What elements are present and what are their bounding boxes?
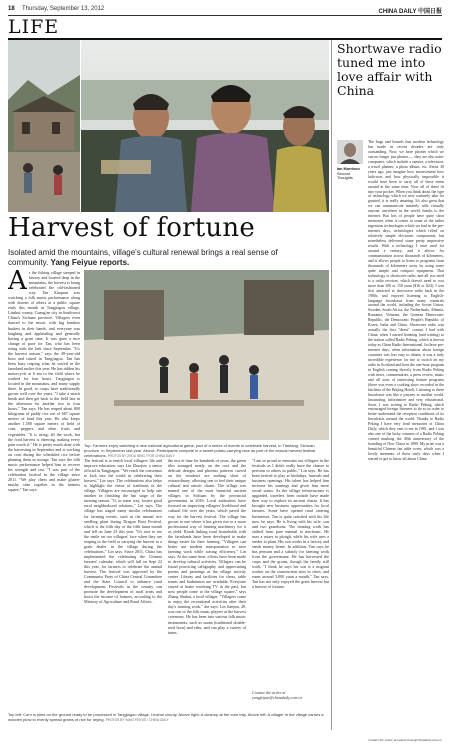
sidebar-column-name: Second Thoughts xyxy=(337,171,353,181)
deck-text: Isolated amid the mountains, village's cultural renewal brings a real sense of community. xyxy=(8,248,278,267)
section-title: LIFE xyxy=(8,16,60,38)
main-headline: Harvest of fortune xyxy=(8,213,255,243)
farmers-photo xyxy=(81,40,329,212)
bottom-photo-credit: PHOTOS BY YANG FEIYUE / CHINA DAILY xyxy=(105,718,169,722)
bottom-photo-caption xyxy=(8,712,329,723)
column-2-text: The festival is to enrich local villagers' life and improve education, says Lin Zhuojun, a senior official in Tangjiagou. "We reach the consensus to kick into the world in celebrating their harvest," Lin says. The celebrations also helps to highlight the virtue of traditions in the village. Villagers are encouraged to help one another in finishing the last stage of the farming season. "If, in some way, fosters good rural neighborhood relations," Lin says. The village has staged many similar celebrations for farming events, such as the annual rice seedling plant during Dragon Boat Festival, which is the fifth day of the fifth lunar month and fell on June 23 this year. "It's nice to see the smile on our villagers' face when they are reaping to the field or carrying the harvest to a grain dealer in the village during the celebrations," Lin says. Since 2011, China has implemented the celebrating the Chinese farmers' calendar, which will fall on Sept 22 this year, for farmers to celebrate the annual harvest. The festival was approved by the Communist Party of China Central Committee and the State Council to enhance rural development. Festivals in the country can promote the development of rural areas and boost the income of farmers, according to the Ministry of Agriculture and Rural Affairs. xyxy=(84,458,162,605)
sidebar-byline xyxy=(337,166,365,181)
village-photo xyxy=(8,40,80,212)
sidebar-author-name: Ian Morrison xyxy=(337,167,360,171)
story-column-1 xyxy=(8,270,80,740)
top-photo-caption: Top: Farmers enjoy watching a new national agricultural game, part of a series of events to celebrate harvest, in Tiantang, Sichuan province, in September last year. Above: Participants compete in a sweet potato-carrying race as part of the annual harvest festival celebrations. xyxy=(84,443,316,458)
sidebar-column xyxy=(368,140,444,735)
header-rule xyxy=(8,15,442,16)
story-byline: Yang Feiyue reports. xyxy=(50,258,130,267)
column-4-text: "I am so proud to entertain our villagers in the festivals as I didn't really have the chance to perform to others in public," Lin says. He has been invited to play at birthdays, funerals and business openings. His talent has helped him increase his earnings and given him more social status. As the village infrastructure is upgraded, travelers from outside have made their way to explore its ancient charm. It has brought new business opportunities for local farmers. Some have opened rural catering businesses. Tan is quite satisfied with his life now, he says. He is living with his wife, son and two grandsons. The farming work has shifted from pure manual to mechanic. He uses a rotary to plough, while his wife uses a seeder to plant. His son works in a factory and sends money home. In addition, Tan says he has pension and a subsidy for farming work from the government. He has harvested the crops and the grains, though the family still work. "I think he says his son is a migrant worker on the construction sites in cities, and earns around 3,000 yuan a month," Tan says. Tan has not only enjoyed the grain harvest but a harvest of fortune. xyxy=(252,458,329,590)
top-photo-credit: PHOTOS BY ZHOU BING / FOR CHINA DAILY xyxy=(107,454,175,458)
column-divider xyxy=(331,40,332,730)
story-column-4 xyxy=(252,458,329,686)
main-story-contact: Contact the writer at yangfeiyue@chinadaily.com.cn xyxy=(252,690,303,700)
sidebar-headline: Shortwave radio tuned me into love affair with China xyxy=(337,41,442,98)
bottom-caption-text: Top left: Corn is piled on the ground ready to be processed in Tangjiagou village, Linshui county. Above right: A cleanup at the corn tray. Above left: A villager in the village carries a wooden plow to evenly spread grains of rice for drying. xyxy=(8,712,324,722)
sidebar-text: The hugs and bounds that modern technology has made in recent decades are truly outstanding. Now, we have phones which we can no longer just phones — they are also mini-computers, which include a camera, a television, a travel planner, a photo album, etc. About 30 years ago, just imagine how inconvenient how ludicrous and how physically impossible it would have been to carry all of these items around at the same time. Now all of these fit into your pocket. When you think about the type of technology which we now routinely take for granted, it is really amazing. It's also great that we can communicate instantly with virtually anyone, anywhere in the world, thanks to the internet. But lots of people have quite short memories when it comes to some of the rather ingenious technologies which we had in the pre-internet days, technologies which relied on relatively simple electronic components, but nonetheless delivered some pretty impressive results. With a technology I once used for around a century, and it allows for communication across thousands of kilometers, and it allows people to listen to programs from thousands of kilometers away by using some quite simple and compact equipment. That technology is shortwave radio, and all you need is a radio receiver, which doesn't need to cost more than 100 or 150 yuan ($16 or $24). I was first attracted to shortwave radio back in the 1980s, and enjoyed listening to English-language broadcasts from many countries around the world, including the Soviet Union, Sweden, South Africa, the Netherlands, Albania, Romania, Vietnam, the German Democratic Republic, the Democratic People's Republic of Korea, India and China. Shortwave radio was actually the first "direct" contact I had with China, when I started listening (and writing) to the station called Radio Peking, which is known today as China Radio International. In those pre-internet days, when information about foreign countries was less easy to obtain, it was a truly incredible experience for me to switch on my radio in Scotland and hear the one-hour program in English coming directly from Radio Peking with news, commentaries, a press review, music and all sorts of interesting feature programs (there was even a cooking show recorded in the kitchens of the Beijing Hotel). Listening to these broadcasts was like a journey to another world, fascinating, informative and very educational. Soon, I was writing to Radio Peking, which encouraged foreign listeners to do so in order to better understand the reception conditions of its broadcasts around the world. Thanks to Radio Peking I have very fond memories of China Daily, which they sent to me in 1981, and I was also one of the lucky winners of a Radio Peking contest marking the 40th anniversary of the founding of New China in 1989. My prize was a beautiful Chinese fan table cover, which was a lovely memento of those early days when I started to get to know all about China. xyxy=(368,140,444,461)
festival-photo xyxy=(84,270,329,440)
drop-cap: A xyxy=(8,270,27,296)
column-1-text: s the fishing village steeped in history and located deep in the mountains, the harvest is being celebrated the old-fashioned way. Tan Xiuquan was watching a folk music performance along with dozens of others at a public square early this month in Tangjiagou village, Linshui county, Guang'an city in Southwest China's Sichuan province. Villagers even danced to the music with big bamboo baskets in their hands, and everyone was laughing and applauding and generally having a great time. It was quite a nice change of pace for Tan, who has been rising with the lark since September. "It's the harvest season," says the 49-year-old born and raised in Tangjiagou. Tan has been busy reaping what he sowed in the farmland earlier this year. He has ridden his motorcycle at 6 am to the field where he worked for four hours. Tangjiagou is located in the mountains, and many supply there. In good, so crops have traditionally grown well over the years. "I take a snack break and then get back to the field late in the afternoon for another two to four hours," Tan says. He has reaped about 800 kilograms of paddy rice out of 667 square meters of land this year. He also keeps another 1,500 square meters of field of corn, peppers and other fruits and vegetables. "It is tiring, all the work, but the food harvest is cheering, making every pain worth it." He is pretty much done with the harvesting in September and is working on corn during the scheduled rice before planting them in storage. Tan says the folk music performance helped him to recover his strength and rest. "I was part of the celebration festival in the village since 2011. "We play chess and make gluten-mushy cake together in the farmers square," Tan says. xyxy=(8,270,80,493)
story-column-3 xyxy=(168,458,246,686)
sidebar-contact: Contact the writer at ianmorrison@chinadaily.com.cn xyxy=(368,738,442,742)
column-3-text: the rest of time for hundreds of years, the green tiles arranged neatly on the roof and the delicate designs and phoenix patterns carved on the windows are nothing short of extraordinary, allowing one to feel their unique cultural and artistic charm. The village was named one of the most beautiful ancient villages in Sichuan by the provincial government in 2016. Local authorities have focused on improving villagers' livelihood and cultural life over the years, which paved the way for the harvest festival. The village has grown to one where it has given rise to a more professional way of farming machinery for it as yield. Roads linking rural households with the farmlands have been developed to make things easier for their farming. "Villagers can better use modern transportation to save farming work while raising efficiency," Lin says. At the same time, efforts have been made to develop cultural activities. Villagers can be found practicing calligraphy and appreciating poems and paintings at the village activity center. Library and facilities for chess, table tennis and badminton are available. Everyone stayed at home watching TV in the past, but now people come to the village square," says Zhang Shuhai, a local villager. "Villagers come to enjoy the recreational activities after their day's farming work," she says. Lin Jianjun, 49, was one of the folk music players at the harvest ceremony. He has been into various folk music instruments, such as suona (traditional double-reed horn) and erhu, and can play a variety of tunes. xyxy=(168,458,246,635)
page-number: 18 xyxy=(8,6,15,12)
publication-date: Thursday, September 13, 2012 xyxy=(22,6,105,12)
newspaper-name: CHINA DAILY 中国日报 xyxy=(378,9,442,15)
author-avatar xyxy=(337,140,363,164)
story-column-2 xyxy=(84,458,162,686)
festival-photo-caption xyxy=(84,443,329,459)
story-deck xyxy=(8,248,308,268)
